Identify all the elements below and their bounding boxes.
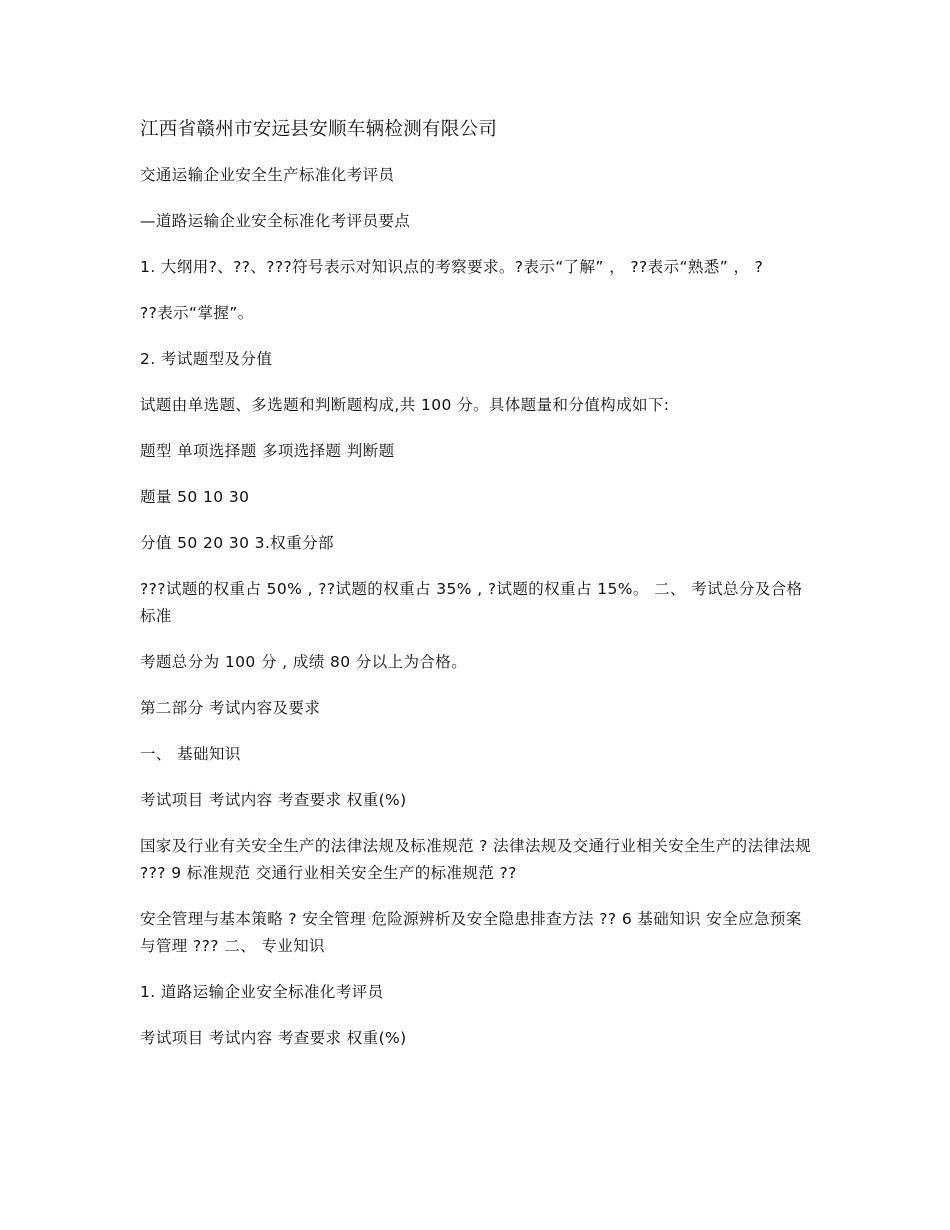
paragraph: 一、 基础知识 [140, 745, 241, 763]
paragraph: 1. 大纲用?、??、???符号表示对知识点的考察要求。?表示“了解” ， ??表示“熟悉” ， ? [140, 258, 764, 276]
subtitle-paragraph: 交通运输企业安全生产标准化考评员 [140, 166, 395, 184]
paragraph: 国家及行业有关安全生产的法律法规及标准规范 ? 法律法规及交通行业相关安全生产的法律法规 ??? 9 标准规范 交通行业相关安全生产的标准规范 ?? [140, 837, 812, 882]
document-title: 江西省赣州市安远县安顺车辆检测有限公司 [140, 119, 498, 140]
paragraph: 题量 50 10 30 [140, 488, 250, 506]
paragraph: 分值 50 20 30 3.权重分部 [140, 534, 334, 552]
paragraph: ???试题的权重占 50% , ??试题的权重占 35% , ?试题的权重占 15%。 二、 考试总分及合格标准 [140, 580, 803, 625]
paragraph: 安全管理与基本策略 ? 安全管理 危险源辨析及安全隐患排查方法 ?? 6 基础知识 安全应急预案与管理 ??? 二、 专业知识 [140, 910, 802, 955]
paragraph: 题型 单项选择题 多项选择题 判断题 [140, 442, 395, 460]
document-body [140, 116, 812, 1071]
paragraph: 1. 道路运输企业安全标准化考评员 [140, 983, 384, 1001]
paragraph: 第二部分 考试内容及要求 [140, 699, 321, 717]
paragraph: ??表示“掌握”。 [140, 304, 254, 322]
paragraph: 考试项目 考试内容 考查要求 权重(%) [140, 791, 407, 809]
paragraph: 考试项目 考试内容 考查要求 权重(%) [140, 1029, 407, 1047]
paragraph: 考题总分为 100 分 , 成绩 80 分以上为合格。 [140, 653, 468, 671]
paragraph: 试题由单选题、多选题和判断题构成,共 100 分。具体题量和分值构成如下: [140, 396, 670, 414]
paragraph: 2. 考试题型及分值 [140, 350, 273, 368]
section-heading: —道路运输企业安全标准化考评员要点 [140, 212, 411, 230]
